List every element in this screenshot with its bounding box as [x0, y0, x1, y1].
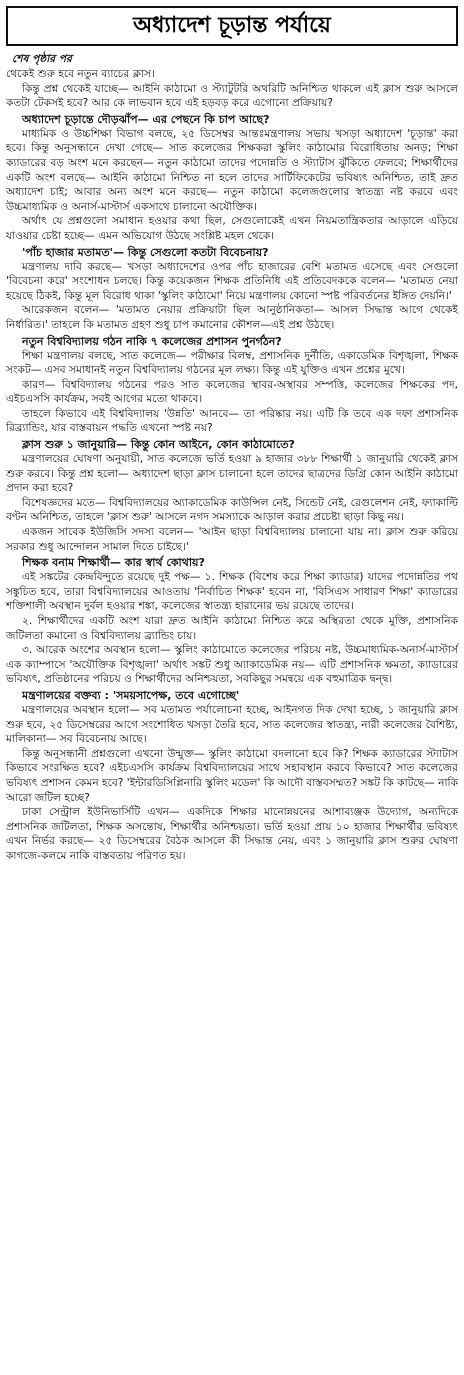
- section-paragraph: শিক্ষা মন্ত্রণালয় বলছে, সাত কলেজে— পরীক্ষার বিলম্ব, প্রশাসনিক দুর্নীতি, একাডেমিক বিশৃঙ্খলা, শিক্ষক সংকট— এসব সমাধানই নতুন বিশ্ববিদ্যালয় গঠনের মূল লক্ষ্য। কিন্তু এই যুক্তিও এখন প্রশ্নের মুখে।: [6, 349, 458, 377]
- section-paragraph: বিশেষজ্ঞদের মতে— বিশ্ববিদ্যালয়ের অ্যাকাডেমিক কাউন্সিল নেই, সিন্ডেট নেই, রেগুলেশন নেই, ফ্যাকাল্টি বণ্টন অনিশ্চিত, তাহলে 'ক্লাস শুরু' আসলে নগদ সমস্যাকে আড়াল করার প্রচেষ্টা ছাড়া কিছু নয়।: [6, 496, 458, 524]
- section-heading: নতুন বিশ্ববিদ্যালয় গঠন নাকি ৭ কলেজের প্রশাসন পুনর্গঠন?: [22, 334, 282, 348]
- section-paragraph: মাধ্যমিক ও উচ্চশিক্ষা বিভাগ বলছে, ২৫ ডিসেম্বর আন্তঃমন্ত্রণালয় সভায় খসড়া অধ্যাদেশ 'চূড়ান্ত' করা হবে। কিন্তু অনুসন্ধানে দেখা গেছে— সাত কলেজের শিক্ষকরা স্কুলিং কাঠামোর বিরোধিতায় অনড়; শিক্ষা ক্যাডারের বড় অংশ মনে করছেন— নতুন কাঠামো তাদের পদোন্নতি ও স্ট্যাটাস ঝুঁকিতে ফেলবে; শিক্ষার্থীদের একটি অংশ বলছে— আইনি কাঠামো নিশ্চিত না হলে তাদের সার্টিফিকেটের ভবিষ্যৎ অনিশ্চিত, তাই দ্রুত অধ্যাদেশ চাই; আবার অন্য অংশ মনে করছে— নতুন কাঠামো কলেজগুলোর স্বাতন্ত্র্য নষ্ট করবে এবং উচ্চমাধ্যমিক ও অনার্স-মাস্টার্স একসাথে চালানো অযৌক্তিক।: [6, 127, 458, 213]
- intro-paragraph: কিন্তু প্রশ্ন থেকেই যাচ্ছে— আইনি কাঠামো ও স্ট্যাটুটরি অথরিটি অনিশ্চিত থাকলে এই ক্লাস শুরু আসলে কতটা টেকসই হবে? আর কে লাভবান হবে এই হড়বড় করে এগোনো প্রক্রিয়ায়?: [6, 82, 458, 110]
- section-paragraph: এই সঙ্কটের কেন্দ্রবিন্দুতে রয়েছে দুই পক্ষ— ১. শিক্ষক (বিশেষ করে শিক্ষা ক্যাডার) যাদের পদোন্নতির পথ সঙ্কুচিত হবে, তারা বিশ্ববিদ্যালয়ের আওতায় 'নির্বাচিত শিক্ষক' হবেন না, 'বিসিএস সাধারণ শিক্ষা' ক্যাডারের শক্তিশালী অবস্থান দুর্বল হওয়ার শঙ্কা, কলেজের স্বাতন্ত্র্য হারানোর ভয় রয়েছে তাদের।: [6, 571, 458, 613]
- intro-paragraph: থেকেই শুরু হবে নতুন ব্যাচের ক্লাস।: [6, 68, 155, 80]
- section-heading: শিক্ষক বনাম শিক্ষার্থী— কার স্বার্থ কোথায়?: [22, 556, 205, 570]
- section-paragraph: অর্থাৎ যে প্রশ্নগুলো সমাধান হওয়ার কথা ছিল, সেগুলোকেই এখন নিয়মতান্ত্রিকতার আড়ালে এড়িয়ে যাওয়ার চেষ্টা হচ্ছে— এমন অভিযোগ উঠছে সংশ্লিষ্ট মহল থেকে।: [6, 215, 458, 242]
- section-paragraph: কিন্তু অনুসন্ধানী প্রশ্নগুলো এখনো উন্মুক্ত— স্কুলিং কাঠামো বদলানো হবে কি? শিক্ষক ক্যাডারের স্ট্যাটাস কিভাবে সংরক্ষিত হবে? এইচএসসি কার্যক্রম বিশ্ববিদ্যালয়ের সাথে সহাবস্থান করবে কিভাবে? সাত কলেজের ভবিষ্যৎ প্রশাসন কেমন হবে? 'ইন্টারডিসিপ্লিনারি স্কুলিং মডেল' কি আদৌ বাস্তবসম্মত? সঙ্কট কি কাটছে— নাকি আরো জটিল হচ্ছে?: [6, 747, 458, 804]
- section-paragraph: মন্ত্রণালয় দাবি করছে— খসড়া অধ্যাদেশের ওপর পাঁচ হাজারের বেশি মতামত এসেছে এবং সেগুলো 'বিবেচনা করে' সংশোধন চলছে। কিন্তু কয়েকজন শিক্ষক প্রতিনিধি এই প্রতিবেদককে বলেন— 'মতামত নেয়া হয়েছে ঠিকই, কিন্তু মূল বিরোধ থাকা 'স্কুলিং কাঠামো' নিয়ে মন্ত্রণালয় কোনো স্পষ্ট পরিবর্তনের ইঙ্গিত দেয়নি।': [6, 260, 458, 302]
- continued-from-label: শেষ পৃষ্ঠার পর: [12, 53, 72, 65]
- section-heading: 'পাঁচ হাজার মতামত'— কিন্তু সেগুলো কতটা বিবেচনায়?: [22, 245, 269, 259]
- section-paragraph: একজন সাবেক ইউজিসি সদস্য বলেন— 'আইন ছাড়া বিশ্ববিদ্যালয় চালানো যায় না। ক্লাস শুরু করিয়ে সরকার শুধু আন্দোলন সামাল দিতে চাইছে।': [6, 526, 458, 553]
- section-paragraph: ২. শিক্ষার্থীদের একটি অংশ যারা দ্রুত আইনি কাঠামো নিশ্চিত করে অস্থিরতা থেকে মুক্তি, প্রশাসনিক জটিলতা কমানো ও বিশ্ববিদ্যালয় ব্র্যান্ডিং চায়।: [6, 615, 458, 642]
- section-heading: অধ্যাদেশ চূড়ান্তে দৌড়ঝাঁপ— এর পেছনে কি চাপ আছে?: [22, 112, 270, 126]
- section-paragraph: তাহলে কিভাবে এই বিশ্ববিদ্যালয় 'উন্নতি' আনবে— তা পরিষ্কার নয়। এটি কি তবে এক দফা প্রশাসনিক রিব্র্যান্ডিং, যার বাস্তবায়ন পদ্ধতি এখনো স্পষ্ট নয়?: [6, 407, 458, 435]
- section-paragraph: মন্ত্রণালয়ের অবস্থান হলো— সব মতামত পর্যালোচনা হচ্ছে, আইনগত দিক দেখা হচ্ছে, ১ জানুয়ারি ক্লাস শুরু হবে, ২৫ ডিসেম্বরের আগে সংশোধিত খসড়া তৈরি হবে, সাত কলেজের স্বাতন্ত্র্য, নারী কলেজের বৈশিষ্ট্য, মালিকানা— সব বিবেচনায় আছে।: [6, 703, 458, 746]
- section-paragraph: ৩. আরেক অংশের অবস্থান হলো— স্কুলিং কাঠামোতে কলেজের পরিচয় নষ্ট, উচ্চমাধ্যমিক-অনার্স-মাস্টার্স এক ক্যাম্পাসে 'অযৌক্তিক বিশৃঙ্খলা' অর্থাৎ সঙ্কট শুধু অ্যাকাডেমিক নয়— এটি প্রশাসনিক ক্ষমতা, ক্যাডারের ভবিষ্যৎ, প্রতিষ্ঠানের পরিচয় ও শিক্ষার্থীদের অনিশ্চয়তা, সবকিছুর সমন্বয়ে এক বহুমাত্রিক দ্বন্দ্ব।: [6, 644, 458, 686]
- section-paragraph: ঢাকা সেন্ট্রাল ইউনিভার্সিটি এখন— একদিকে শিক্ষার মানোন্নয়নের আশাব্যঞ্জক উদ্যোগ, অন্যদিকে প্রশাসনিক জটিলতা, শিক্ষক অসন্তোষ, শিক্ষার্থীর অনিশ্চয়তা। ভর্তি হওয়া প্রায় ১০ হাজার শিক্ষার্থীর ভবিষ্যৎ এখন নির্ভর করছে— ২৫ ডিসেম্বরের বৈঠক আসলে কী সিদ্ধান্ত নেয়, এবং ১ জানুয়ারি ক্লাস শুরুর ঘোষণা কাগজে-কলমে নাকি বাস্তবতায় পরিণত হয়।: [6, 806, 458, 862]
- headline: অধ্যাদেশ চূড়ান্ত পর্যায়ে: [133, 13, 331, 38]
- headline-box: [6, 6, 458, 46]
- section-paragraph: আরেকজন বলেন— 'মতামত নেয়ার প্রক্রিয়াটা ছিল আনুষ্ঠানিকতা— আসল সিদ্ধান্ত আগে থেকেই নির্ধারিত।' তাহলে কি মতামত গ্রহণ শুধু চাপ কমানোর কৌশল—এই প্রশ্ন উঠছে।: [6, 304, 458, 331]
- section-heading: ক্লাস শুরু ১ জানুয়ারি— কিন্তু কোন আইনে, কোন কাঠামোতে?: [22, 438, 295, 452]
- section-paragraph: মন্ত্রণালয়ের ঘোষণা অনুযায়ী, সাত কলেজে ভর্তি হওয়া ৯ হাজার ৩৮৮ শিক্ষার্থী ১ জানুয়ারি থেকেই ক্লাস শুরু করবে। কিন্তু প্রশ্ন হলো— অধ্যাদেশ ছাড়া ক্লাস চালানো হলে তাদের ছাত্রদের ডিগ্রি কোন আইনি কাঠামো প্রদান করা হবে?: [6, 453, 458, 495]
- section-heading: মন্ত্রণালয়ের বক্তব্য : 'সময়সাপেক্ষ, তবে এগোচ্ছে': [22, 688, 240, 702]
- article-body: [6, 67, 458, 864]
- section-paragraph: কারণ— বিশ্ববিদ্যালয় গঠনের পরও সাত কলেজের স্থাবর-অস্থাবর সম্পত্তি, কলেজের শিক্ষকের পদ, এইচএসসি কার্যক্রম, সবই আগের মতো থাকবে।: [6, 378, 458, 406]
